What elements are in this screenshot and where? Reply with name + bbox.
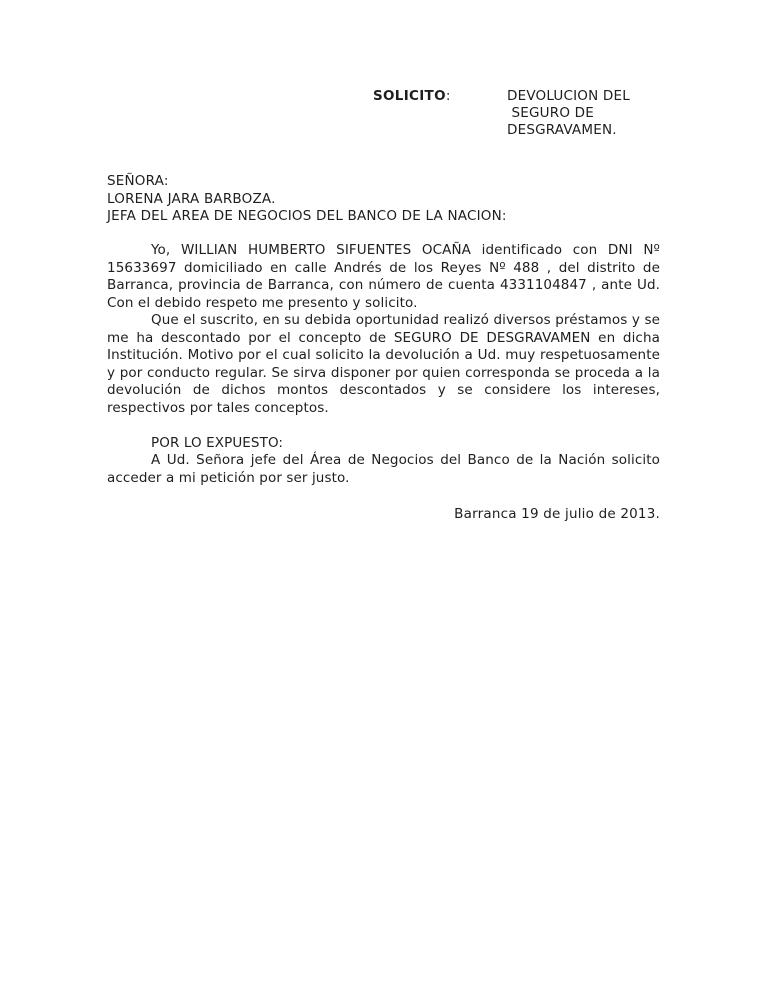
body-paragraph-2: Que el suscrito, en su debida oportunidad realizó diversos préstamos y se me ha descontado por el concepto de SEGURO DE DESGRAVAMEN en dicha Institución. Motivo por el cual solicito la devolución a Ud. muy respetuosamente y por conducto regular. Se sirva disponer por quien corresponda se proceda a la devolución de dichos montos descontados y se considere los intereses, respectivos por tales conceptos.	[107, 312, 660, 416]
subject-label	[373, 88, 451, 105]
subject-line-1: DEVOLUCION DEL	[507, 88, 630, 104]
spacer	[107, 417, 660, 435]
subject-line-3: DESGRAVAMEN.	[507, 122, 617, 138]
body-paragraph-3: A Ud. Señora jefe del Área de Negocios del Banco de la Nación solicito acceder a mi petición por ser justo.	[107, 452, 660, 486]
por-lo-expuesto: POR LO EXPUESTO:	[151, 434, 284, 451]
place-date: Barranca 19 de julio de 2013.	[454, 506, 660, 522]
body-paragraph-1: Yo, WILLIAN HUMBERTO SIFUENTES OCAÑA identificado con DNI Nº 15633697 domiciliado en calle Andrés de los Reyes Nº 488 , del distrito de Barranca, provincia de Barranca, con número de cuenta 4331104847 , ante Ud. Con el debido respeto me presento y solicito.	[107, 242, 660, 311]
salutation: SEÑORA:	[107, 173, 169, 189]
subject-text	[507, 88, 667, 139]
letter-body	[107, 242, 660, 487]
subject-label-colon: :	[445, 88, 451, 104]
addressee-position: JEFA DEL AREA DE NEGOCIOS DEL BANCO DE LA NACION:	[107, 208, 507, 224]
addressee-name: LORENA JARA BARBOZA.	[107, 190, 276, 207]
subject-line-2: SEGURO DE	[507, 105, 594, 121]
addressee-block	[107, 173, 667, 226]
subject-label-text: SOLICITO	[373, 88, 446, 104]
